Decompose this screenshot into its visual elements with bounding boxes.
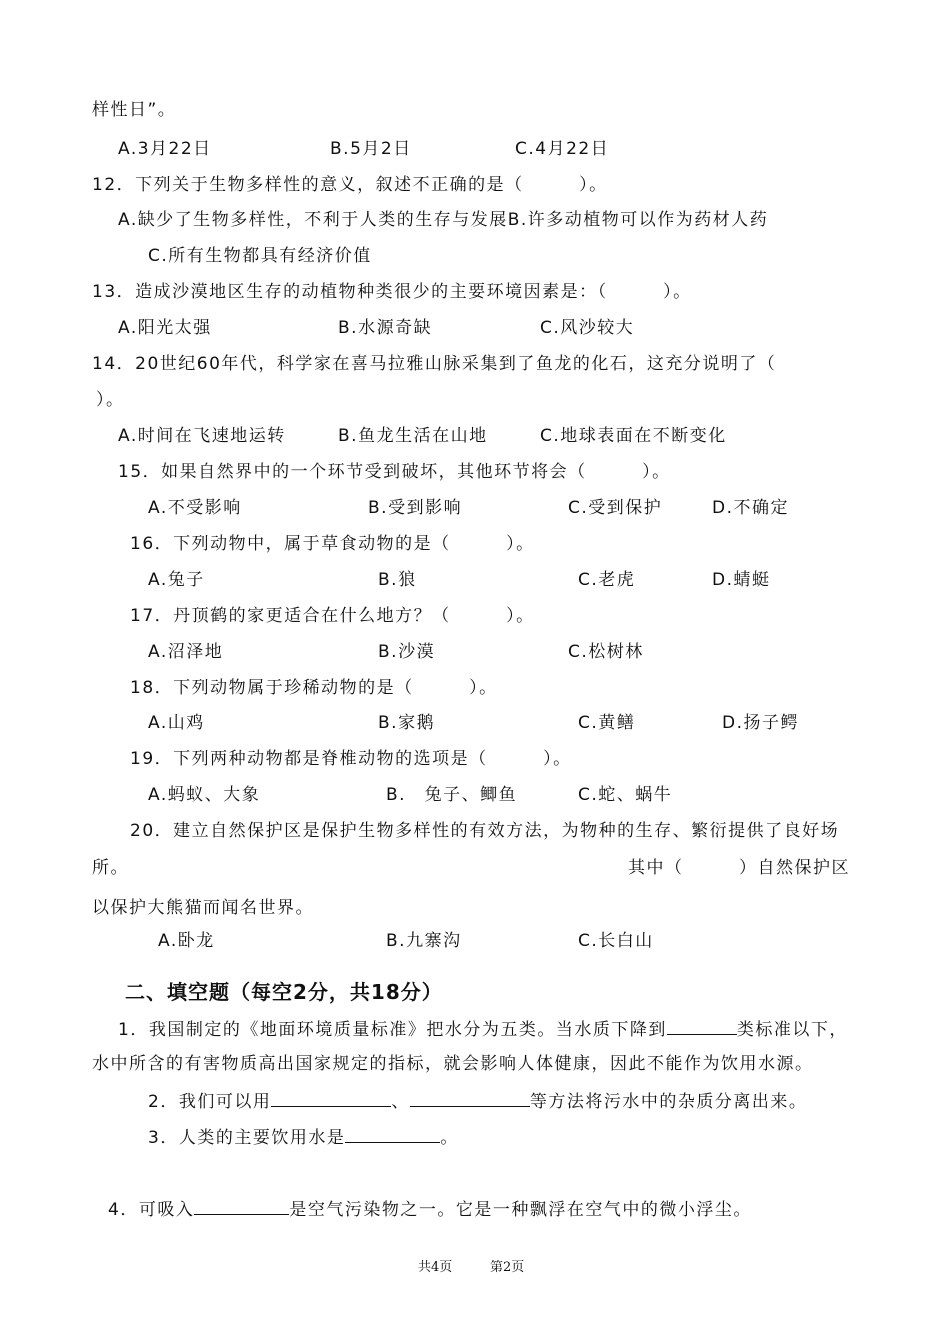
- question-16: 16．下列动物中，属于草食动物的是（ ）。: [130, 534, 535, 554]
- option-b: B. 兔子、鲫鱼: [386, 785, 518, 805]
- question-13: 13．造成沙漠地区生存的动植物种类很少的主要环境因素是：（ ）。: [92, 282, 692, 302]
- fill-2-text-start: 2．我们可以用: [148, 1092, 272, 1112]
- answer-blank[interactable]: [194, 1196, 289, 1215]
- section-heading: 二、填空题（每空2分，共18分）: [125, 980, 443, 1004]
- answer-blank[interactable]: [271, 1088, 391, 1107]
- option-d: D.不确定: [712, 498, 789, 518]
- fill-1-text-start: 1．我国制定的《地面环境质量标准》把水分为五类。当水质下降到: [118, 1020, 667, 1040]
- option-b: B.5月2日: [330, 139, 412, 159]
- option-a: A.时间在飞速地运转: [118, 426, 286, 446]
- option-a: A.兔子: [148, 570, 205, 590]
- question-20-line2-end: 其中（ ）自然保护区: [628, 858, 850, 878]
- fill-question-4: [108, 1196, 752, 1222]
- fill-question-1: [118, 1016, 848, 1042]
- option-b: B.受到影响: [368, 498, 463, 518]
- option-b: B.水源奇缺: [338, 318, 433, 338]
- question-12: 12．下列关于生物多样性的意义，叙述不正确的是（ ）。: [92, 175, 608, 195]
- question-17: 17．丹顶鹤的家更适合在什么地方？（ ）。: [130, 606, 535, 626]
- fill-1-text-end: 类标准以下，: [736, 1020, 848, 1040]
- option-a: A.沼泽地: [148, 642, 224, 662]
- question-20: 20．建立自然保护区是保护生物多样性的有效方法，为物种的生存、繁衍提供了良好场: [130, 821, 840, 841]
- option-d: D.蜻蜓: [712, 570, 771, 590]
- fill-question-1-line2: 水中所含的有害物质高出国家规定的指标，就会影响人体健康，因此不能作为饮用水源。: [92, 1054, 814, 1074]
- fill-4-text-end: 是空气污染物之一。它是一种飘浮在空气中的微小浮尘。: [289, 1200, 752, 1220]
- option-c: C.4月22日: [515, 139, 610, 159]
- fill-3-text-end: 。: [440, 1128, 459, 1148]
- answer-blank[interactable]: [410, 1088, 530, 1107]
- fill-4-text-start: 4．可吸入: [108, 1200, 195, 1220]
- fill-2-separator: 、: [391, 1092, 410, 1112]
- line-text: 样性日”。: [92, 100, 177, 120]
- question-18: 18．下列动物属于珍稀动物的是（ ）。: [130, 678, 498, 698]
- option-b: B.家鹅: [378, 713, 436, 733]
- option-a: A.阳光太强: [118, 318, 212, 338]
- option-a: A.卧龙: [158, 931, 215, 951]
- option-c: C.所有生物都具有经济价值: [148, 246, 372, 266]
- page-total: 共4页: [418, 1260, 453, 1275]
- answer-blank[interactable]: [345, 1124, 440, 1143]
- page-number: 第2页: [490, 1260, 525, 1275]
- question-20-line2-start: 所。: [92, 858, 129, 878]
- fill-2-text-end: 等方法将污水中的杂质分离出来。: [529, 1092, 808, 1112]
- fill-question-3: [148, 1124, 459, 1150]
- option-c: C.老虎: [578, 570, 636, 590]
- option-a: A.3月22日: [118, 139, 212, 159]
- option-d: D.扬子鳄: [722, 713, 799, 733]
- option-a: A.山鸡: [148, 713, 205, 733]
- question-19: 19．下列两种动物都是脊椎动物的选项是（ ）。: [130, 749, 572, 769]
- option-c: C.受到保护: [568, 498, 663, 518]
- question-14-end: ）。: [96, 390, 125, 410]
- fill-3-text-start: 3．人类的主要饮用水是: [148, 1128, 346, 1148]
- option-a: A.不受影响: [148, 498, 242, 518]
- option-c: C.长白山: [578, 931, 654, 951]
- option-a: A.蚂蚁、大象: [148, 785, 261, 805]
- fill-question-2: [148, 1088, 807, 1114]
- question-14: 14．20世纪60年代，科学家在喜马拉雅山脉采集到了鱼龙的化石，这充分说明了（: [92, 354, 777, 374]
- question-15: 15．如果自然界中的一个环节受到破坏，其他环节将会（ ）。: [118, 462, 671, 482]
- option-b: B.沙漠: [378, 642, 436, 662]
- option-b: B.鱼龙生活在山地: [338, 426, 488, 446]
- option-c: C.黄鳝: [578, 713, 636, 733]
- option-c: C.蛇、蜗牛: [578, 785, 673, 805]
- answer-blank[interactable]: [667, 1016, 737, 1035]
- option-c: C.地球表面在不断变化: [540, 426, 727, 446]
- option-c: C.松树林: [568, 642, 644, 662]
- option-b: B.狼: [378, 570, 417, 590]
- question-20-line3: 以保护大熊猫而闻名世界。: [92, 898, 314, 918]
- option-c: C.风沙较大: [540, 318, 635, 338]
- option-ab: A.缺少了生物多样性，不利于人类的生存与发展B.许多动植物可以作为药材人药: [118, 210, 769, 230]
- option-b: B.九寨沟: [386, 931, 462, 951]
